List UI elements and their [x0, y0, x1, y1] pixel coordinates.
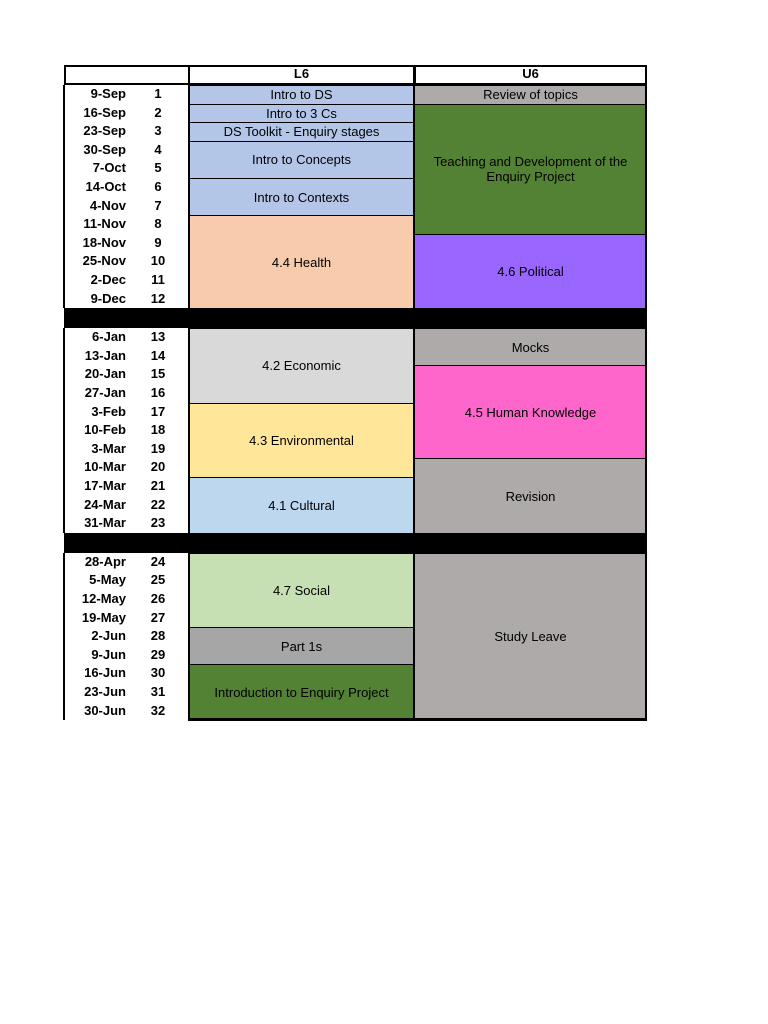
- date-cell: 27-Jan: [84, 385, 126, 400]
- l6-block: Part 1s: [188, 627, 415, 665]
- table-left-border: [63, 85, 65, 308]
- date-cell: 3-Feb: [91, 403, 126, 419]
- week-number-cell: 3: [154, 123, 162, 139]
- week-number-cell: 19: [150, 440, 166, 456]
- header-l6: L6: [188, 65, 415, 85]
- week-number-cell: 15: [150, 366, 166, 382]
- week-number-cell: 20: [150, 459, 166, 475]
- date-cell: 24-Mar: [84, 496, 126, 512]
- date-cell: 6-Jan: [92, 329, 126, 345]
- table-left-border: [63, 553, 65, 720]
- date-cell: 3-Mar: [91, 440, 126, 456]
- u6-block: Teaching and Development of the Enquiry Project: [414, 104, 647, 235]
- week-number-cell: 6: [154, 179, 162, 194]
- l6-block: 4.4 Health: [188, 215, 415, 309]
- date-cell: 14-Oct: [85, 179, 126, 194]
- week-number-cell: 12: [150, 290, 166, 306]
- header-blank-cell: [64, 65, 189, 85]
- week-number-cell: 29: [150, 646, 166, 662]
- week-number-cell: 28: [150, 628, 166, 644]
- date-cell: 10-Mar: [84, 459, 126, 475]
- week-number-cell: 25: [150, 572, 166, 588]
- u6-block: Revision: [414, 458, 647, 533]
- week-number-cell: 2: [154, 104, 162, 120]
- date-cell: 5-May: [89, 572, 126, 588]
- l6-block: 4.2 Economic: [188, 328, 415, 403]
- date-cell: 18-Nov: [82, 234, 126, 250]
- week-number-cell: 27: [150, 609, 166, 625]
- l6-block: Intro to DS: [188, 85, 415, 105]
- week-number-cell: 4: [154, 141, 162, 157]
- l6-block: Intro to 3 Cs: [188, 104, 415, 124]
- l6-block: 4.1 Cultural: [188, 477, 415, 534]
- week-number-cell: 22: [150, 496, 166, 512]
- week-number-cell: 26: [150, 591, 166, 606]
- date-cell: 19-May: [81, 609, 126, 625]
- week-number-cell: 8: [154, 216, 162, 232]
- term-planner-table: [64, 65, 647, 720]
- week-number-cell: 14: [150, 347, 166, 363]
- date-cell: 9-Dec: [90, 290, 126, 306]
- week-number-cell: 5: [154, 160, 162, 176]
- date-cell: 23-Sep: [83, 123, 126, 139]
- week-number-cell: 32: [150, 702, 166, 718]
- l6-block: DS Toolkit - Enquiry stages: [188, 122, 415, 142]
- column-divider: [413, 65, 415, 720]
- week-number-cell: 24: [150, 553, 166, 569]
- week-number-cell: 16: [150, 385, 166, 400]
- l6-block: 4.3 Environmental: [188, 403, 415, 478]
- week-number-cell: 17: [150, 403, 166, 419]
- date-cell: 10-Feb: [84, 422, 126, 438]
- week-number-cell: 30: [150, 665, 166, 681]
- u6-block: Mocks: [414, 328, 647, 366]
- date-cell: 25-Nov: [82, 253, 126, 269]
- date-cell: 31-Mar: [84, 515, 126, 531]
- date-cell: 23-Jun: [84, 684, 126, 699]
- date-cell: 4-Nov: [89, 197, 126, 213]
- date-cell: 11-Nov: [83, 216, 126, 232]
- date-cell: 16-Sep: [83, 104, 126, 120]
- date-cell: 2-Dec: [90, 272, 126, 287]
- table-left-border: [63, 328, 65, 533]
- term-break-bar: [64, 308, 647, 328]
- u6-block: 4.6 Political: [414, 234, 647, 309]
- week-number-cell: 1: [154, 86, 162, 101]
- week-number-cell: 7: [154, 197, 162, 213]
- date-cell: 12-May: [81, 591, 126, 606]
- week-number-cell: 9: [154, 234, 162, 250]
- date-cell: 13-Jan: [84, 347, 126, 363]
- header-u6: U6: [414, 65, 647, 85]
- week-number-cell: 23: [150, 515, 166, 531]
- date-cell: 20-Jan: [84, 366, 126, 382]
- week-number-cell: 10: [150, 253, 166, 269]
- date-cell: 17-Mar: [84, 478, 126, 493]
- l6-block: Intro to Contexts: [188, 178, 415, 216]
- u6-block: Review of topics: [414, 85, 647, 105]
- week-number-cell: 13: [150, 329, 166, 345]
- week-number-cell: 21: [150, 478, 166, 493]
- date-cell: 9-Jun: [91, 646, 126, 662]
- date-cell: 2-Jun: [91, 628, 126, 644]
- term-break-bar: [64, 533, 647, 553]
- date-cell: 7-Oct: [92, 160, 126, 176]
- week-number-cell: 11: [151, 272, 165, 287]
- u6-block: 4.5 Human Knowledge: [414, 365, 647, 459]
- date-cell: 9-Sep: [90, 86, 126, 101]
- week-number-cell: 31: [150, 684, 166, 699]
- date-cell: 30-Sep: [83, 141, 126, 157]
- week-number-cell: 18: [150, 422, 166, 438]
- u6-block: Study Leave: [414, 553, 647, 721]
- l6-block: Intro to Concepts: [188, 141, 415, 179]
- date-cell: 16-Jun: [84, 665, 126, 681]
- l6-block: Introduction to Enquiry Project: [188, 664, 415, 721]
- l6-block: 4.7 Social: [188, 553, 415, 628]
- date-cell: 28-Apr: [84, 553, 126, 569]
- date-cell: 30-Jun: [84, 702, 126, 718]
